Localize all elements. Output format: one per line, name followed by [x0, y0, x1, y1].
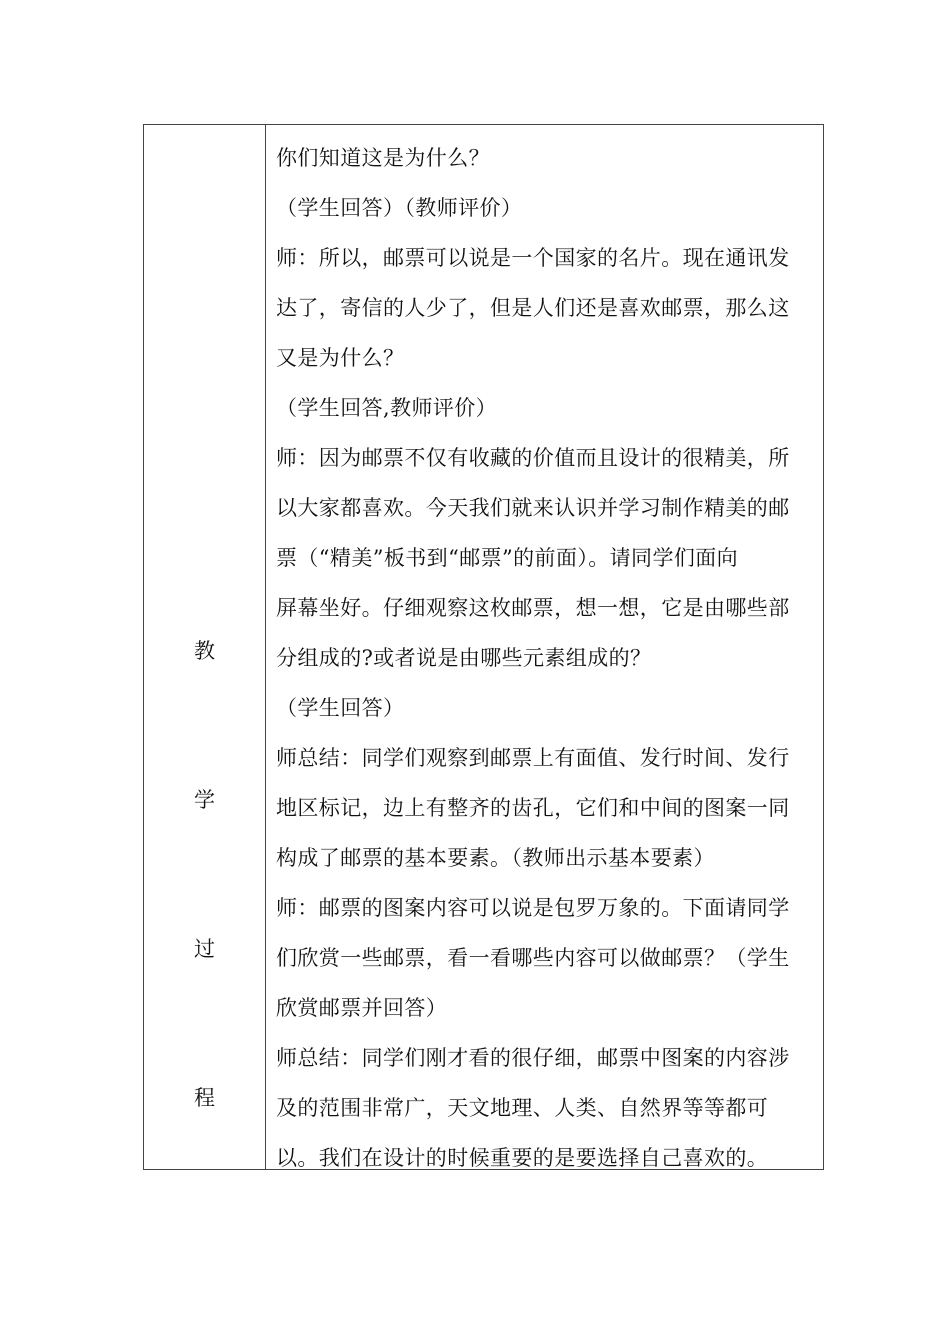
text-line: 地区标记，边上有整齐的齿孔，它们和中间的图案一同: [276, 796, 790, 820]
section-label-char: 程: [194, 1086, 215, 1110]
text-line: 师总结：同学们刚才看的很仔细，邮票中图案的内容涉: [276, 1046, 790, 1070]
text-line: （学生回答）: [276, 696, 405, 720]
text-line: 师：所以，邮票可以说是一个国家的名片。现在通讯发: [276, 246, 790, 270]
text-line: 师：因为邮票不仅有收藏的价值而且设计的很精美，所: [276, 446, 790, 470]
text-line: 师总结：同学们观察到邮票上有面值、发行时间、发行: [276, 746, 790, 770]
text-line: 构成了邮票的基本要素。（教师出示基本要素）: [276, 846, 715, 870]
text-line: 以。我们在设计的时候重要的是要选择自己喜欢的。: [276, 1146, 769, 1170]
lesson-table: [143, 124, 824, 1170]
text-line: 欣赏邮票并回答）: [276, 996, 448, 1020]
text-line: 师：邮票的图案内容可以说是包罗万象的。下面请同学: [276, 896, 790, 920]
section-label-char: 教: [194, 639, 215, 663]
section-label-char: 过: [194, 937, 215, 961]
text-line: 分组成的?或者说是由哪些元素组成的？: [276, 646, 652, 670]
text-line: 们欣赏一些邮票，看一看哪些内容可以做邮票？（学生: [276, 946, 790, 970]
text-line: 以大家都喜欢。今天我们就来认识并学习制作精美的邮: [276, 496, 790, 520]
text-line: 又是为什么？: [276, 346, 405, 370]
text-line: （学生回答,教师评价）: [276, 396, 498, 420]
content-cell: [266, 125, 823, 1169]
section-label-char: 学: [194, 788, 215, 812]
text-line: 票（“精美”板书到“邮票”的前面）。请同学们面向: [276, 546, 739, 570]
text-line: 屏幕坐好。仔细观察这枚邮票，想一想，它是由哪些部: [276, 596, 790, 620]
text-line: 你们知道这是为什么？: [276, 146, 490, 170]
text-line: 达了，寄信的人少了，但是人们还是喜欢邮票，那么这: [276, 296, 790, 320]
text-line: （学生回答）（教师评价）: [276, 196, 523, 220]
text-line: 及的范围非常广，天文地理、人类、自然界等等都可: [276, 1096, 769, 1120]
section-label-cell: [144, 125, 266, 1169]
